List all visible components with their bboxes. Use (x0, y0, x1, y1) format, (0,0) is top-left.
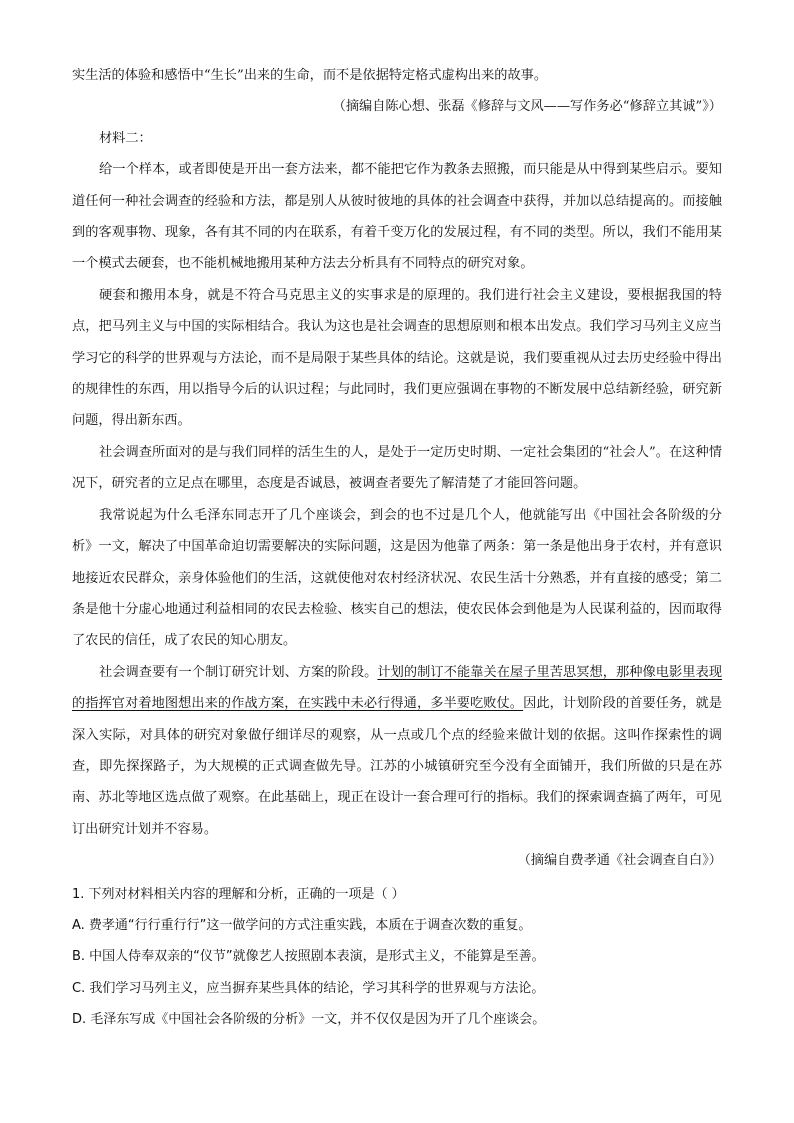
option-b[interactable]: B. 中国人侍奉双亲的“仪节”就像艺人按照剧本表演，是形式主义，不能算是至善。 (72, 949, 545, 965)
option-c[interactable]: C. 我们学习马列主义，应当摒弃某些具体的结论，学习其科学的世界观与方法论。 (72, 980, 545, 996)
paragraph-5 (72, 657, 722, 845)
paragraph-4: 我常说起为什么毛泽东同志开了几个座谈会，到会的也不过是几个人，他就能写出《中国社会各阶级的分析》一文，解决了中国革命迫切需要解决的实际问题，这是因为他靠了两条：第一条是他出身于农村，并有意识地接近农民群众，亲身体验他们的生活，这就使他对农村经济状况、农民生活十分熟悉，并有直接的感受；第二条是他十分虚心地通过利益相同的农民去检验、核实自己的想法，使农民体会到他是为人民谋利益的，因而取得了农民的信任，成了农民的知心朋友。 (72, 507, 722, 649)
option-a[interactable]: A. 费孝通“行行重行行”这一做学问的方式注重实践，本质在于调查次数的重复。 (72, 917, 532, 933)
option-d[interactable]: D. 毛泽东写成《中国社会各阶级的分析》一文，并不仅仅是因为开了几个座谈会。 (72, 1012, 546, 1028)
material1-source: （摘编自陈心想、张磊《修辞与文风——写作务必“修辞立其诚”》） (332, 99, 722, 115)
question-1 (72, 879, 722, 1036)
paragraph-5-rest: 因此，计划阶段的首要任务，就是深入实际，对具体的研究对象做仔细详尽的观察，从一点或几个点的经验来做计划的依据。这叫作探索性的调查，即先探探路子，为大规模的正式调查做先导。江苏的小城镇研究至今没有全面铺开，我们所做的只是在苏南、苏北等地区选点做了观察。在此基础上，现正在设计一套合理可行的指标。我们的探索调查搞了两年，可见订出研究计划并不容易。 (72, 696, 723, 837)
paragraph-2: 硬套和搬用本身，就是不符合马克思主义的实事求是的原理的。我们进行社会主义建设，要根据我国的特点，把马列主义与中国的实际相结合。我认为这也是社会调查的思想原则和根本出发点。我们学习马列主义应当学习它的科学的世界观与方法论，而不是局限于某些具体的结论。这就是说，我们要重视从过去历史经验中得出的规律性的东西，用以指导今后的认识过程；与此同时，我们更应强调在事物的不断发展中总结新经验，研究新问题，得出新东西。 (72, 287, 722, 429)
material1-tail: 实生活的体验和感悟中“生长”出来的生命，而不是依据特定格式虚构出来的故事。 (72, 68, 548, 83)
material2-source: （摘编自费孝通《社会调查自白》） (517, 853, 722, 869)
paragraph-1: 给一个样本，或者即使是开出一套方法来，都不能把它作为教条去照搬，而只能是从中得到某些启示。要知道任何一种社会调查的经验和方法，都是别人从彼时彼地的具体的社会调查中获得，并加以总结提高的。而接触到的客观事物、现象，各有其不同的内在联系，有着千变万化的发展过程，有不同的类型。所以，我们不能用某一个模式去硬套，也不能机械地搬用某种方法去分析具有不同特点的研究对象。 (72, 162, 722, 272)
document-page (72, 60, 722, 1036)
paragraph-3: 社会调查所面对的是与我们同样的活生生的人，是处于一定历史时期、一定社会集团的“社会人”。在这种情况下，研究者的立足点在哪里，态度是否诚恳，被调查者要先了解清楚了才能回答问题。 (72, 444, 722, 492)
material2-title: 材料二： (99, 130, 152, 146)
paragraph-5-underlined: 计划的制订不能靠关在屋子里苦思冥想，那种像电影里表现的指挥官对着地图想出来的作战方案，在实践中未必行得通，多半要吃败仗。 (72, 664, 723, 712)
question-stem: 1. 下列对材料相关内容的理解和分析，正确的一项是（ ） (72, 886, 405, 902)
paragraph-5-lead: 社会调查要有一个制订研究计划、方案的阶段。 (99, 664, 378, 680)
